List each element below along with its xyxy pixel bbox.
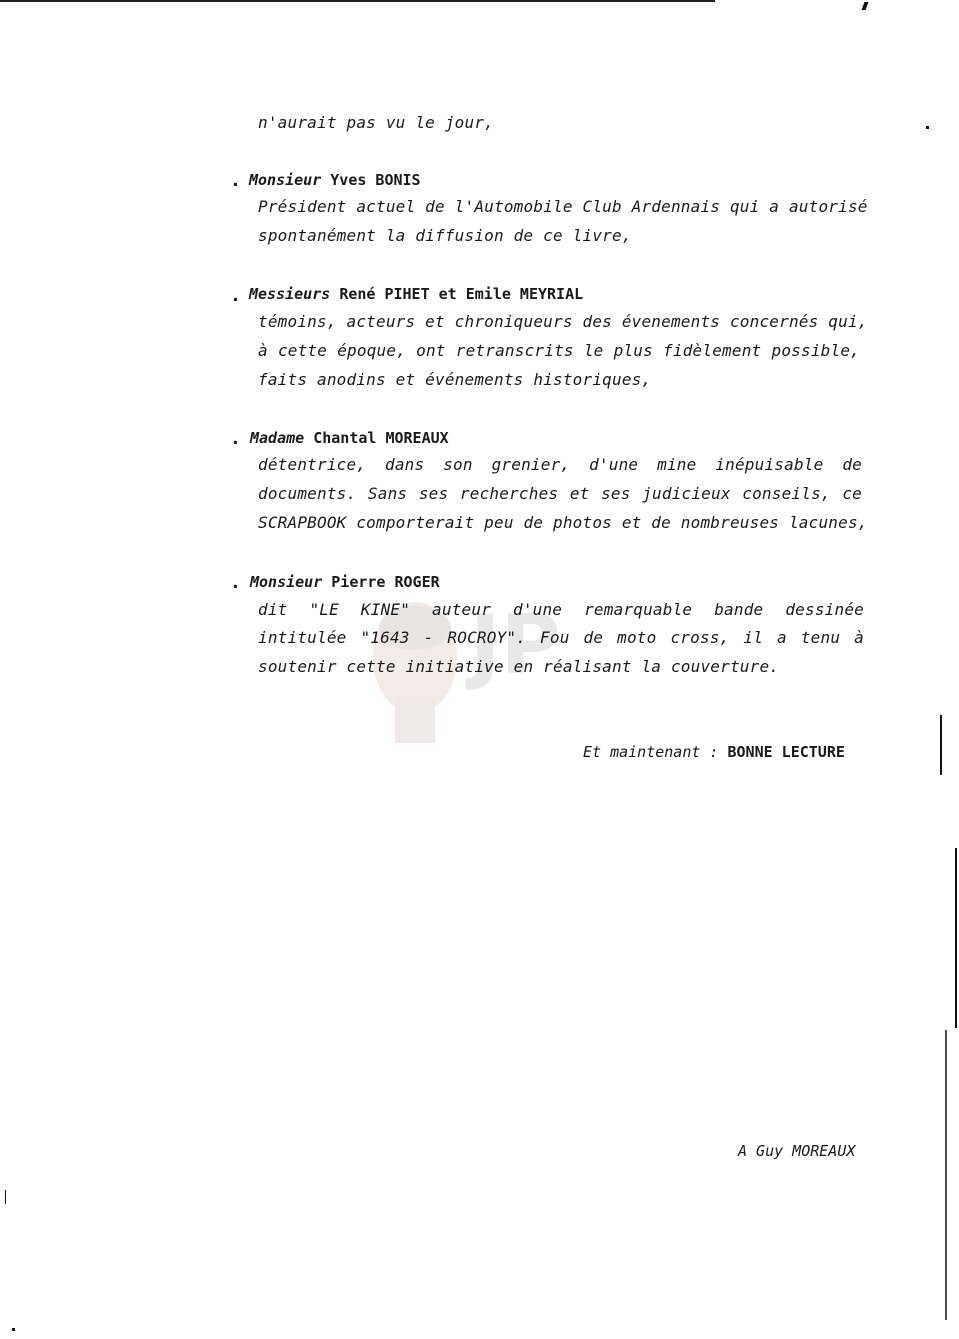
closing-emphasis: BONNE LECTURE [727,743,845,761]
entry-heading [250,573,440,591]
scan-mark [926,126,929,129]
entry-text-line: spontanément la diffusion de ce livre, [258,226,632,245]
scan-mark [5,1190,6,1204]
entry-title-prefix: Monsieur [250,573,323,591]
bullet: . [230,428,241,449]
entry-text-line: soutenir cette initiative en réalisant la couverture. [258,657,780,676]
scan-mark [862,2,869,10]
entry-text-line: détentrice, dans son grenier, d'une mine inépuisable de [258,455,862,474]
bullet: . [230,170,241,191]
entry-text-line: Président actuel de l'Automobile Club Ardennais qui a autorisé [258,197,868,216]
entry-text-line: à cette époque, ont retranscrits le plus fidèlement possible, [258,341,860,360]
entry-title-name: Chantal MOREAUX [313,429,449,447]
entry-text-line: documents. Sans ses recherches et ses judicieux conseils, ce [258,484,862,503]
entry-title-prefix: Madame [250,429,305,447]
bullet: . [230,572,241,593]
entry-text-line: faits anodins et événements historiques, [258,370,652,389]
entry-title-name: Pierre ROGER [331,573,440,591]
entry-text-line: SCRAPBOOK comporterait peu de photos et de nombreuses lacunes, [258,513,868,532]
entry-text-line: intitulée "1643 - ROCROY". Fou de moto cross, il a tenu à [258,628,864,647]
closing-prefix: Et maintenant : [583,743,719,761]
closing-line [583,743,845,761]
entry-title-prefix: Monsieur [249,171,322,189]
entry-heading [249,285,583,303]
entry-heading [249,171,421,189]
dedication: A Guy MOREAUX [738,1142,856,1160]
bullet: . [230,285,241,306]
entry-text-line: dit "LE KINE" auteur d'une remarquable bande dessinée [258,600,864,619]
scan-mark [12,1328,15,1331]
scan-mark [940,715,942,775]
scan-mark [945,1030,947,1320]
entry-title-name: René PIHET et Emile MEYRIAL [339,285,584,303]
scan-mark [955,848,957,1028]
entry-heading [250,429,449,447]
scan-edge-line [0,0,715,2]
entry-title-prefix: Messieurs [249,285,331,303]
entry-title-name: Yves BONIS [330,171,421,189]
entry-text-line: témoins, acteurs et chroniqueurs des évenements concernés qui, [258,312,868,331]
watermark-initials: JP [470,598,561,693]
intro-line: n'aurait pas vu le jour, [258,113,494,132]
